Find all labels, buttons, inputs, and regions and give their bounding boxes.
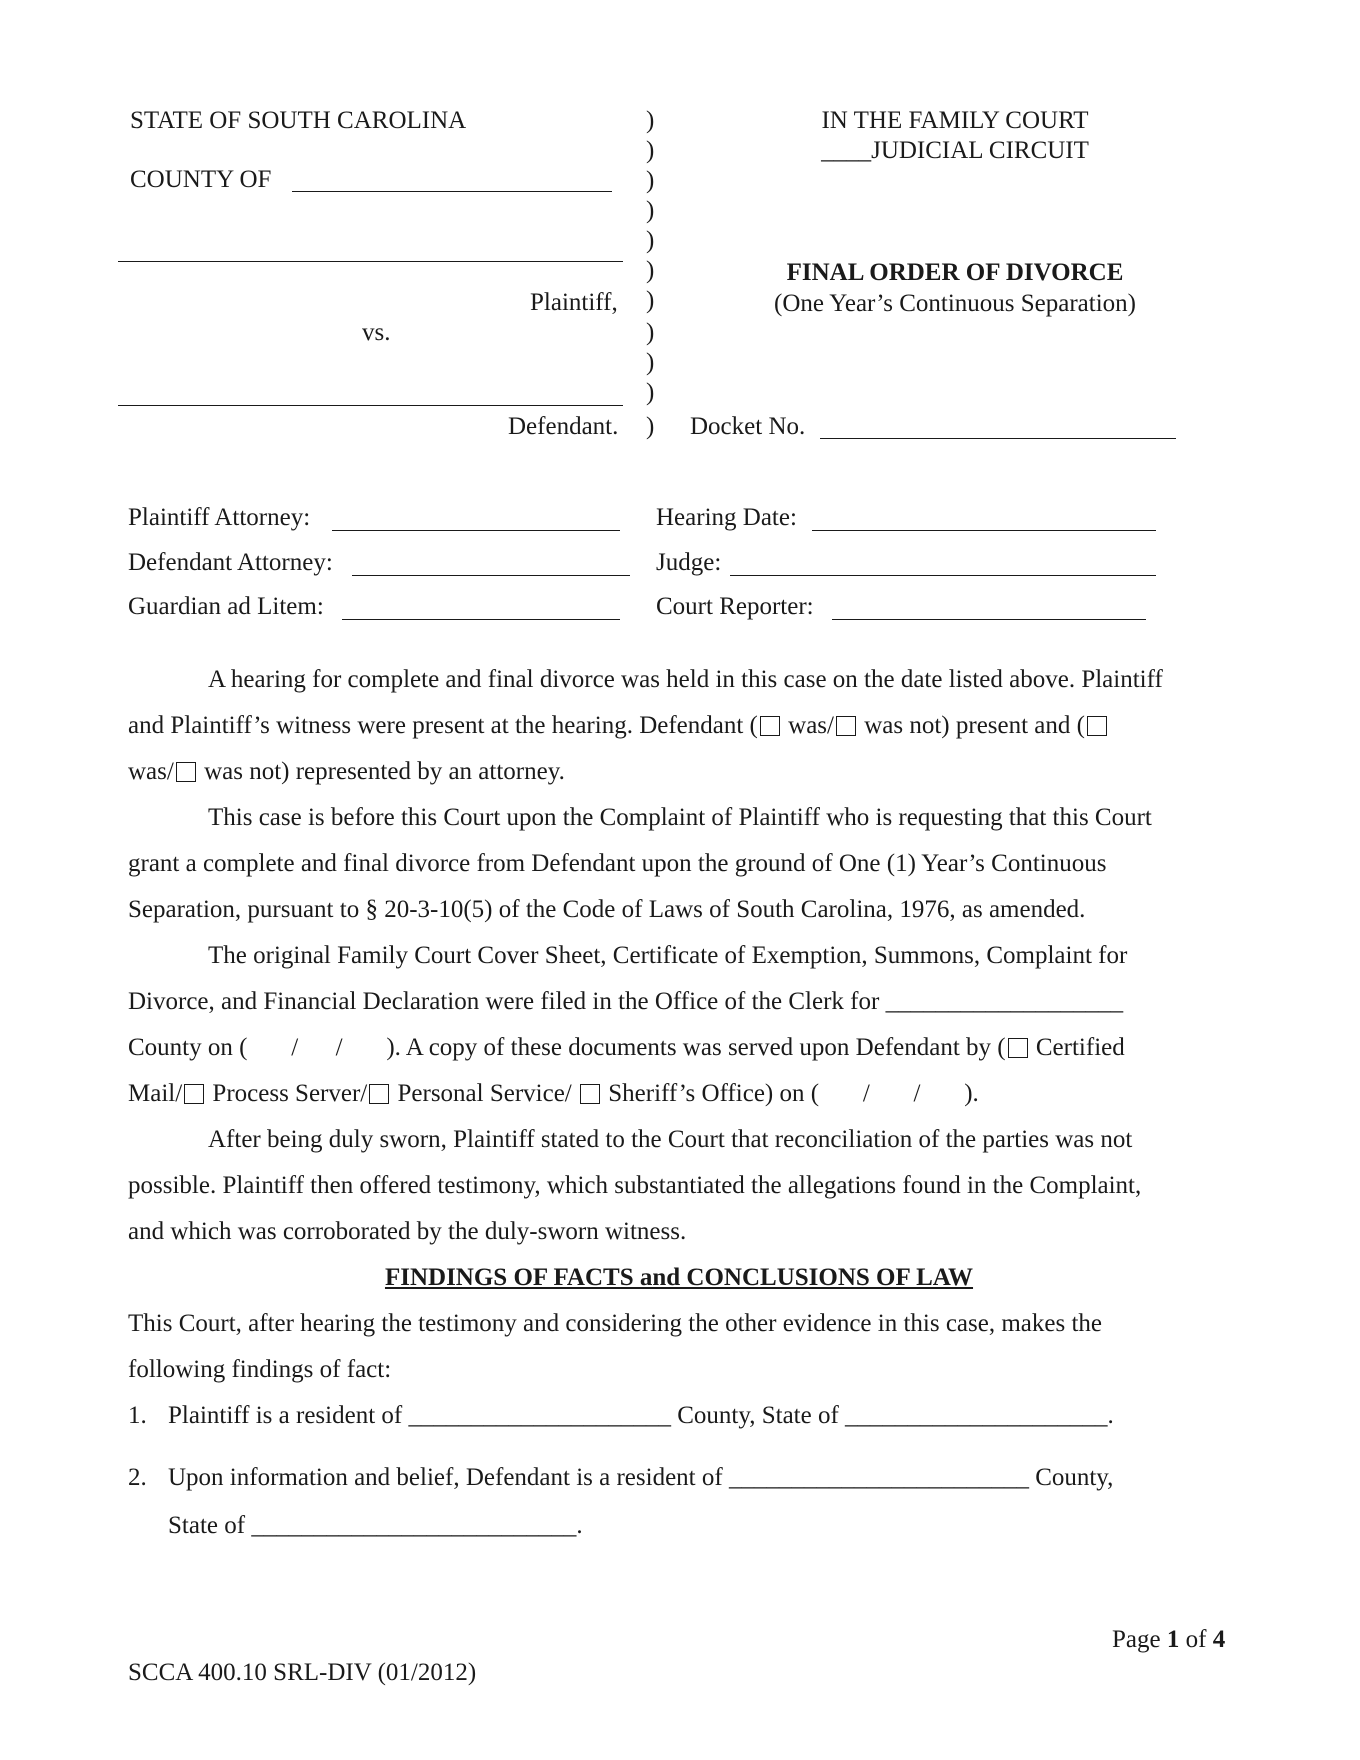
defendant-represented-was-checkbox[interactable] — [1087, 716, 1107, 736]
caption-divider: ) — [646, 167, 655, 194]
county-label: COUNTY OF — [130, 166, 272, 193]
finding-item-1: 1. Plaintiff is a resident of _____________________ County, State of _____________________. — [128, 1402, 1114, 1429]
findings-heading: FINDINGS OF FACTS and CONCLUSIONS OF LAW — [384, 1264, 974, 1291]
document-subtitle: (One Year’s Continuous Separation) — [774, 290, 1136, 317]
paragraph-hearing: A hearing for complete and final divorce was held in this case on the date listed above. Plaintiff — [208, 666, 1163, 693]
plaintiff-attorney-field[interactable] — [332, 530, 620, 531]
county-field[interactable] — [292, 191, 612, 192]
caption-divider: ) — [646, 413, 655, 440]
judicial-circuit: ____JUDICIAL CIRCUIT — [821, 137, 1089, 164]
process-server-checkbox[interactable] — [184, 1084, 204, 1104]
docket-number-field[interactable] — [820, 438, 1176, 439]
defendant-attorney-field[interactable] — [352, 575, 630, 576]
finding-item-2: 2. Upon information and belief, Defendant is a resident of ________________________ County, — [128, 1464, 1114, 1491]
order-body: A hearing for complete and final divorce was held in this case on the date listed above. Plaintiff and Plaintiff’s witness were present at the hearing. Defendant ( was/ was not) present and ( was/ was not) represented by an attorney. This case is before this Court upon the Complaint of Plaintiff who is requesting that this Court grant a complete and final divorce from Defendant upon the ground of One (1) Year’s Continuous Separation, pursuant to § 20-3-10(5) of the Code of Laws of South Carolina, 1976, as amended. The original Family Court Cover Sheet, Certificate of Exemption, Summons, Complaint for Divorce, and Financial Declaration were filed in the Office of the Clerk for ___________________ County on ( / / ). A copy of these documents was served upon Defendant by ( Certified Mail/ Process Server/ Personal Service/ Sheriff’s Office) on ( / / ). After being duly sworn, Plaintiff stated to the Court that reconciliation of the parties was not possible. Plaintiff then offered testimony, which substantiated the allegations found in the Complaint, and which was corroborated by the duly-sworn witness. FINDINGS OF FACTS and CONCLUSIONS OF LAW This Court, after hearing the testimony and considering the other evidence in this case, makes the following findings of fact: 1. Plaintiff is a resident of _____________________ County, State of _____________________. 2. Upon information and belief, Defendant is a resident of ________________________ County, State of __________________________. — [128, 657, 1230, 1549]
judge-field[interactable] — [730, 575, 1156, 576]
form-identifier: SCCA 400.10 SRL-DIV (01/2012) — [128, 1659, 477, 1686]
paragraph-testimony: After being duly sworn, Plaintiff stated to the Court that reconciliation of the parties was not — [208, 1126, 1133, 1153]
defendant-present-was-not-checkbox[interactable] — [836, 716, 856, 736]
plaintiff-name-field[interactable] — [118, 261, 623, 262]
certified-mail-checkbox[interactable] — [1008, 1038, 1028, 1058]
paragraph-complaint: This case is before this Court upon the Complaint of Plaintiff who is requesting that this Court — [208, 804, 1152, 831]
paragraph-filing: The original Family Court Cover Sheet, Certificate of Exemption, Summons, Complaint for — [208, 942, 1128, 969]
plaintiff-attorney-label: Plaintiff Attorney: — [128, 504, 311, 531]
findings-intro: This Court, after hearing the testimony and considering the other evidence in this case, makes the — [128, 1310, 1103, 1337]
defendant-attorney-label: Defendant Attorney: — [128, 549, 333, 576]
guardian-label: Guardian ad Litem: — [128, 593, 324, 620]
sheriffs-office-checkbox[interactable] — [580, 1084, 600, 1104]
state-label: STATE OF SOUTH CAROLINA — [130, 107, 467, 134]
vs-label: vs. — [362, 319, 391, 346]
caption-divider: ) — [646, 137, 655, 164]
judge-label: Judge: — [656, 549, 722, 576]
caption-divider: ) — [646, 319, 655, 346]
defendant-represented-was-not-checkbox[interactable] — [176, 762, 196, 782]
court-reporter-label: Court Reporter: — [656, 593, 814, 620]
court-name: IN THE FAMILY COURT — [821, 107, 1089, 134]
caption-divider: ) — [646, 227, 655, 254]
document-title: FINAL ORDER OF DIVORCE — [786, 259, 1124, 286]
caption-divider: ) — [646, 257, 655, 284]
plaintiff-label: Plaintiff, — [530, 289, 618, 316]
caption-divider: ) — [646, 379, 655, 406]
page-indicator: Page 1 of 4 — [1112, 1626, 1226, 1653]
guardian-field[interactable] — [342, 619, 620, 620]
hearing-date-field[interactable] — [812, 530, 1156, 531]
defendant-label: Defendant. — [508, 413, 619, 440]
personal-service-checkbox[interactable] — [369, 1084, 389, 1104]
caption-divider: ) — [646, 287, 655, 314]
docket-label: Docket No. — [690, 413, 806, 440]
caption-divider: ) — [646, 107, 655, 134]
defendant-present-was-checkbox[interactable] — [760, 716, 780, 736]
caption-divider: ) — [646, 197, 655, 224]
hearing-date-label: Hearing Date: — [656, 504, 797, 531]
caption-divider: ) — [646, 349, 655, 376]
court-reporter-field[interactable] — [832, 619, 1146, 620]
defendant-name-field[interactable] — [118, 405, 623, 406]
